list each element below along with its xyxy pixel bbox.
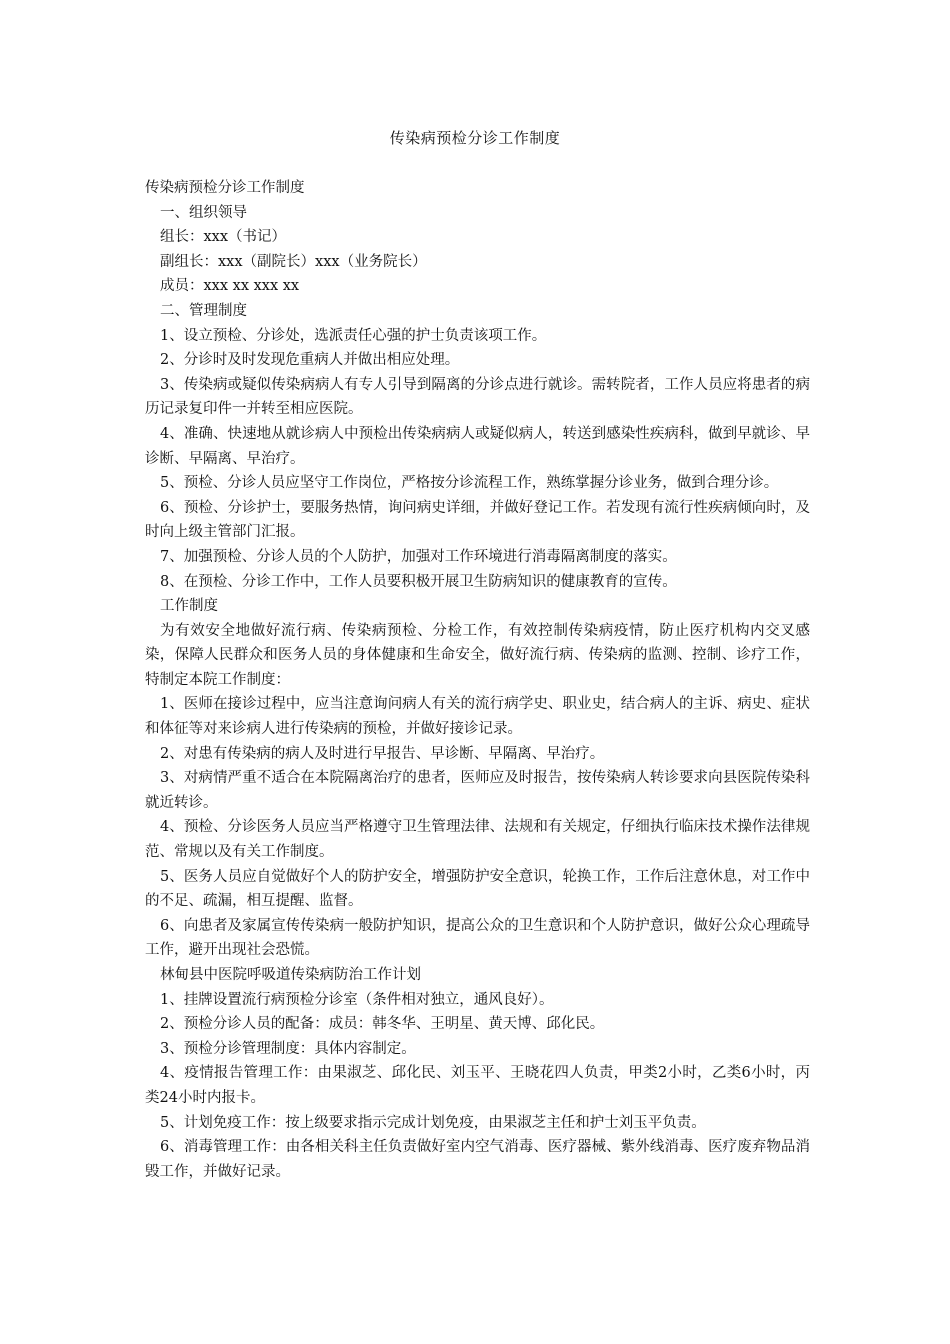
paragraph: 4、疫情报告管理工作：由果淑芝、邱化民、刘玉平、王晓花四人负责，甲类2小时，乙类6小时，丙类24小时内报卡。	[145, 1065, 810, 1106]
paragraph: 2、分诊时及时发现危重病人并做出相应处理。	[160, 352, 460, 369]
paragraph: 2、预检分诊人员的配备：成员：韩冬华、王明星、黄天博、邱化民。	[160, 1016, 605, 1033]
paragraph: 6、预检、分诊护士，要服务热情，询问病史详细，并做好登记工作。若发现有流行性疾病倾向时，及时向上级主管部门汇报。	[145, 499, 810, 541]
paragraph: 4、准确、快速地从就诊病人中预检出传染病病人或疑似病人，转送到感染性疾病科，做到早就诊、早诊断、早隔离、早治疗。	[145, 425, 810, 467]
paragraph: 7、加强预检、分诊人员的个人防护，加强对工作环境进行消毒隔离制度的落实。	[160, 548, 677, 565]
paragraph: 3、预检分诊管理制度：具体内容制定。	[160, 1040, 416, 1057]
paragraph: 1、医师在接诊过程中，应当注意询问病人有关的流行病学史、职业史，结合病人的主诉、病史、症状和体征等对来诊病人进行传染病的预检，并做好接诊记录。	[145, 696, 810, 738]
document-title: 传染病预检分诊工作制度	[389, 129, 561, 147]
paragraph: 副组长：xxx（副院长）xxx（业务院长）	[160, 253, 427, 270]
paragraph: 1、设立预检、分诊处，选派责任心强的护士负责该项工作。	[160, 327, 547, 344]
paragraph: 5、医务人员应自觉做好个人的防护安全，增强防护安全意识，轮换工作，工作后注意休息，对工作中的不足、疏漏，相互提醒、监督。	[145, 868, 810, 910]
paragraph: 传染病预检分诊工作制度	[145, 180, 305, 196]
paragraph: 二、管理制度	[160, 302, 247, 319]
paragraph: 3、传染病或疑似传染病病人有专人引导到隔离的分诊点进行就诊。需转院者，工作人员应将患者的病历记录复印件一并转至相应医院。	[145, 376, 810, 418]
paragraph: 6、消毒管理工作：由各相关科主任负责做好室内空气消毒、医疗器械、紫外线消毒、医疗废弃物品消毁工作，并做好记录。	[145, 1139, 810, 1180]
paragraph: 6、向患者及家属宣传传染病一般防护知识，提高公众的卫生意识和个人防护意识，做好公众心理疏导工作，避开出现社会恐慌。	[145, 917, 810, 959]
paragraph: 组长：xxx（书记）	[160, 229, 287, 246]
paragraph: 一、组织领导	[160, 204, 247, 221]
paragraph: 成员：xxx xx xxx xx	[160, 278, 300, 295]
paragraph: 2、对患有传染病的病人及时进行早报告、早诊断、早隔离、早治疗。	[160, 745, 605, 762]
paragraph: 林甸县中医院呼吸道传染病防治工作计划	[160, 967, 421, 983]
document-body	[145, 176, 810, 1184]
paragraph: 8、在预检、分诊工作中，工作人员要积极开展卫生防病知识的健康教育的宣传。	[160, 573, 677, 590]
paragraph: 5、预检、分诊人员应坚守工作岗位，严格按分诊流程工作，熟练掌握分诊业务，做到合理分诊。	[160, 475, 779, 492]
paragraph: 工作制度	[160, 598, 218, 615]
paragraph: 4、预检、分诊医务人员应当严格遵守卫生管理法律、法规和有关规定，仔细执行临床技术操作法律规范、常规以及有关工作制度。	[145, 819, 810, 861]
paragraph: 5、计划免疫工作：按上级要求指示完成计划免疫，由果淑芝主任和护士刘玉平负责。	[160, 1114, 706, 1131]
paragraph: 1、挂牌设置流行病预检分诊室（条件相对独立，通风良好）。	[160, 991, 554, 1008]
paragraph: 为有效安全地做好流行病、传染病预检、分检工作，有效控制传染病疫情，防止医疗机构内交叉感染，保障人民群众和医务人员的身体健康和生命安全，做好流行病、传染病的监测、控制、诊疗工作，特制定本院工作制度：	[145, 622, 810, 688]
paragraph: 3、对病情严重不适合在本院隔离治疗的患者，医师应及时报告，按传染病人转诊要求向县医院传染科就近转诊。	[145, 770, 810, 811]
